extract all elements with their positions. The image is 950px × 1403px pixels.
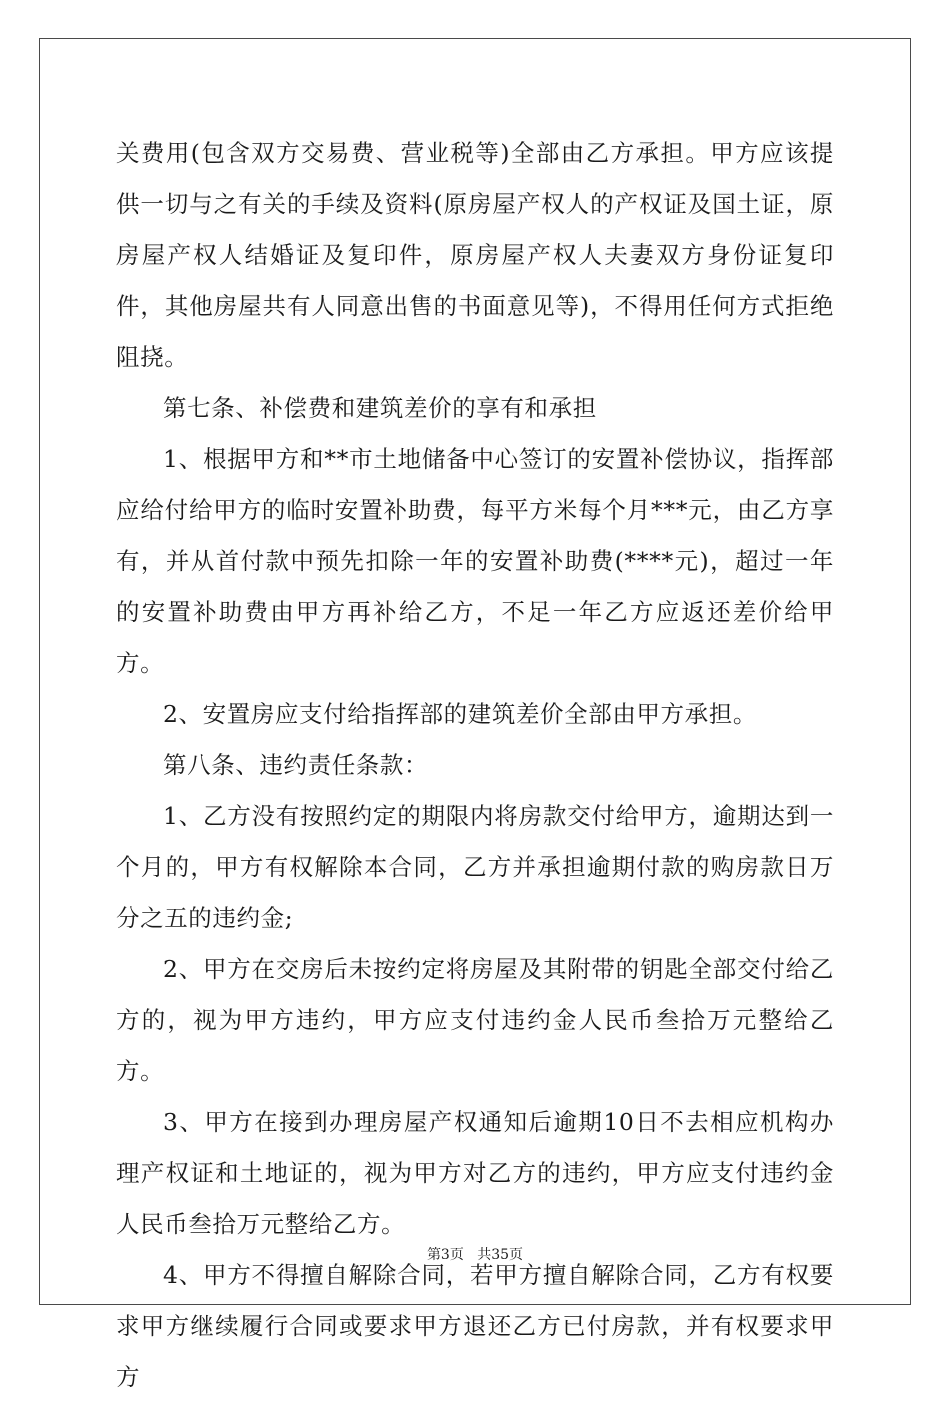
article-8-clause-3: 3、甲方在接到办理房屋产权通知后逾期10日不去相应机构办理产权证和土地证的，视为甲方对乙方的违约，甲方应支付违约金人民币叁拾万元整给乙方。 [116, 1108, 834, 1238]
article-8-clause-1: 1、乙方没有按照约定的期限内将房款交付给甲方，逾期达到一个月的，甲方有权解除本合同，乙方并承担逾期付款的购房款日万分之五的违约金; [116, 802, 834, 932]
page-number: 第3页 [426, 1247, 464, 1263]
article-8-clause-4: 4、甲方不得擅自解除合同，若甲方擅自解除合同，乙方有权要求甲方继续履行合同或要求甲方退还乙方已付房款，并有权要求甲方 [116, 1261, 834, 1391]
article-7-clause-1: 1、根据甲方和**市土地储备中心签订的安置补偿协议，指挥部应给付给甲方的临时安置补助费，每平方米每个月***元，由乙方享有，并从首付款中预先扣除一年的安置补助费(****元)，超过一年的安置补助费由甲方再补给乙方，不足一年乙方应返还差价给甲方。 [116, 445, 834, 677]
paragraph-fees: 关费用(包含双方交易费、营业税等)全部由乙方承担。甲方应该提供一切与之有关的手续及资料(原房屋产权人的产权证及国土证，原房屋产权人结婚证及复印件，原房屋产权人夫妻双方身份证复印件，其他房屋共有人同意出售的书面意见等)，不得用任何方式拒绝阻挠。 [116, 139, 834, 371]
article-7-clause-2: 2、安置房应支付给指挥部的建筑差价全部由甲方承担。 [163, 700, 757, 728]
article-8-heading: 第八条、违约责任条款： [163, 751, 429, 779]
page-total: 共35页 [477, 1247, 524, 1263]
page-footer [0, 1244, 950, 1264]
article-8-clause-2: 2、甲方在交房后未按约定将房屋及其附带的钥匙全部交付给乙方的，视为甲方违约，甲方应支付违约金人民币叁拾万元整给乙方。 [116, 955, 834, 1085]
article-7-heading: 第七条、补偿费和建筑差价的享有和承担 [163, 394, 597, 422]
document-body [116, 128, 834, 1403]
